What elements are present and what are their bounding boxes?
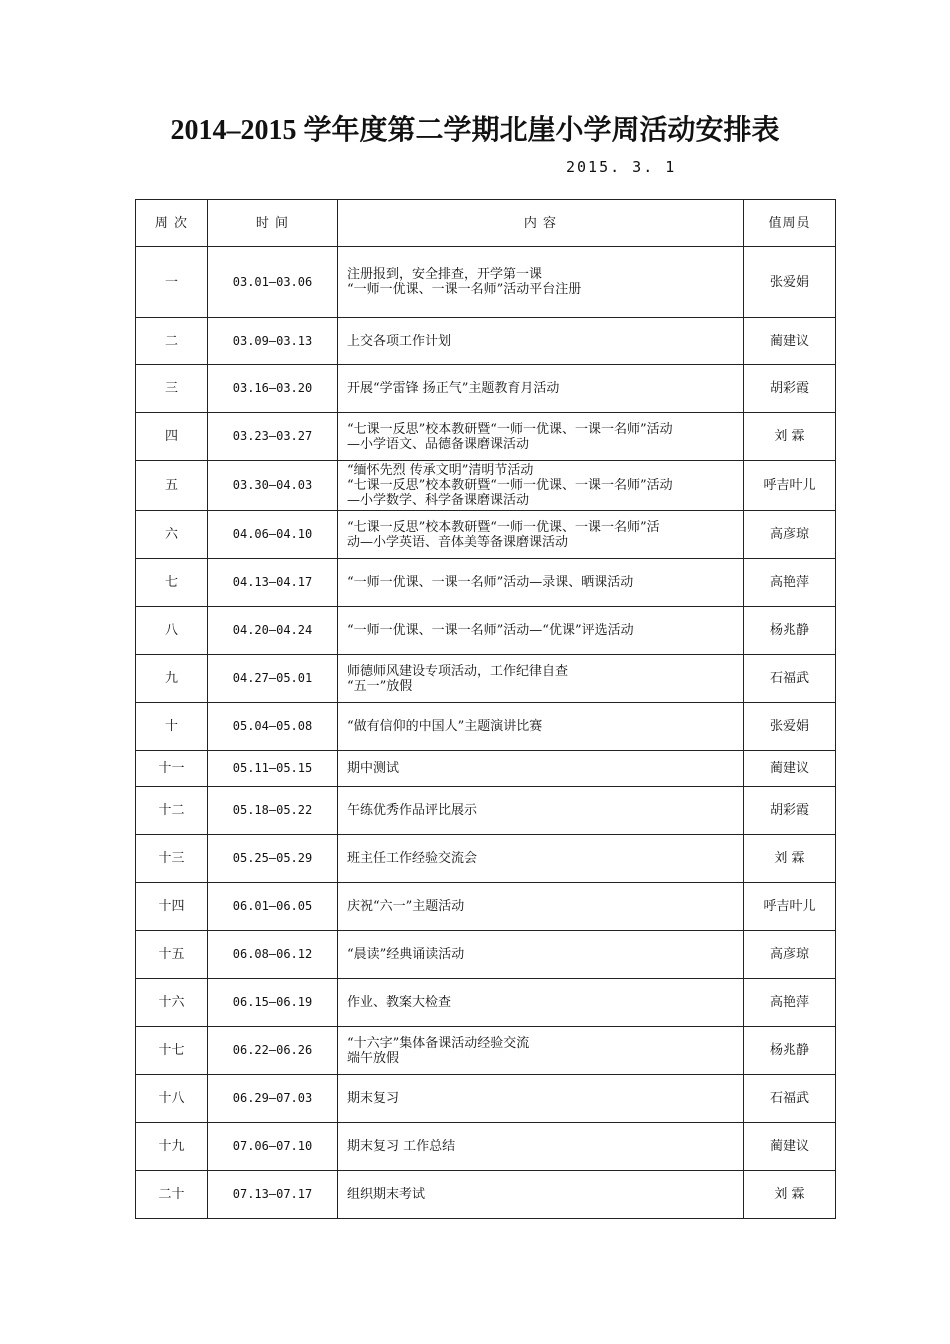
content-cell xyxy=(338,655,744,703)
week-cell: 七 xyxy=(136,559,208,607)
header-week: 周 次 xyxy=(136,200,208,247)
content-cell xyxy=(338,1123,744,1171)
content-cell xyxy=(338,511,744,559)
content-line: 组织期末考试 xyxy=(347,1187,426,1202)
header-time: 时 间 xyxy=(208,200,338,247)
document-date: 2015. 3. 1 xyxy=(566,158,677,176)
content-line: —小学数学、科学备课磨课活动 xyxy=(347,493,530,508)
content-cell xyxy=(338,559,744,607)
table-row xyxy=(136,979,836,1027)
content-cell xyxy=(338,931,744,979)
time-cell: 06.08—06.12 xyxy=(208,931,338,979)
content-line: “七课一反思”校本教研暨“一师一优课、一课一名师”活 xyxy=(347,519,660,535)
content-line: 师德师风建设专项活动，工作纪律自查 xyxy=(347,663,569,679)
time-cell: 05.25—05.29 xyxy=(208,835,338,883)
duty-cell: 高彦琼 xyxy=(744,511,836,559)
time-cell: 05.04—05.08 xyxy=(208,703,338,751)
page-title: 2014–2015 学年度第二学期北崖小学周活动安排表 xyxy=(170,115,780,146)
duty-cell: 刘 霖 xyxy=(744,835,836,883)
content-cell xyxy=(338,607,744,655)
content-cell xyxy=(338,413,744,461)
table-row xyxy=(136,931,836,979)
week-cell: 四 xyxy=(136,413,208,461)
content-cell xyxy=(338,247,744,318)
content-cell xyxy=(338,703,744,751)
duty-cell: 刘 霖 xyxy=(744,413,836,461)
content-cell xyxy=(338,461,744,511)
content-line: 注册报到，安全排查，开学第一课 xyxy=(347,267,543,282)
duty-cell: 高艳萍 xyxy=(744,979,836,1027)
schedule-body xyxy=(136,247,836,1219)
time-cell: 06.01—06.05 xyxy=(208,883,338,931)
time-cell: 04.13—04.17 xyxy=(208,559,338,607)
table-row xyxy=(136,1123,836,1171)
time-cell: 03.30—04.03 xyxy=(208,461,338,511)
content-cell xyxy=(338,883,744,931)
time-cell: 04.20—04.24 xyxy=(208,607,338,655)
header-duty: 值周员 xyxy=(744,200,836,247)
week-cell: 三 xyxy=(136,365,208,413)
content-line: “五一”放假 xyxy=(347,678,413,694)
content-cell xyxy=(338,365,744,413)
week-cell: 二十 xyxy=(136,1171,208,1219)
duty-cell: 刘 霖 xyxy=(744,1171,836,1219)
time-cell: 04.06—04.10 xyxy=(208,511,338,559)
time-cell: 05.18—05.22 xyxy=(208,787,338,835)
table-row xyxy=(136,559,836,607)
duty-cell: 胡彩霞 xyxy=(744,365,836,413)
content-line: 端午放假 xyxy=(347,1050,400,1066)
table-row xyxy=(136,1075,836,1123)
time-cell: 06.15—06.19 xyxy=(208,979,338,1027)
duty-cell: 石福武 xyxy=(744,1075,836,1123)
duty-cell: 蔺建议 xyxy=(744,751,836,787)
table-row xyxy=(136,461,836,511)
table-row xyxy=(136,703,836,751)
week-cell: 十 xyxy=(136,703,208,751)
duty-cell: 石福武 xyxy=(744,655,836,703)
week-cell: 九 xyxy=(136,655,208,703)
duty-cell: 高艳萍 xyxy=(744,559,836,607)
content-line: 班主任工作经验交流会 xyxy=(347,851,478,866)
schedule-table xyxy=(135,199,836,1219)
content-line: “七课一反思”校本教研暨“一师一优课、一课一名师”活动 xyxy=(347,421,673,437)
content-line: 期末复习 工作总结 xyxy=(347,1139,456,1154)
week-cell: 十二 xyxy=(136,787,208,835)
duty-cell: 高彦琼 xyxy=(744,931,836,979)
table-row xyxy=(136,835,836,883)
week-cell: 十一 xyxy=(136,751,208,787)
week-cell: 十四 xyxy=(136,883,208,931)
content-line: “一师一优课、一课一名师”活动平台注册 xyxy=(347,282,582,297)
content-cell xyxy=(338,1027,744,1075)
duty-cell: 呼吉叶儿 xyxy=(744,461,836,511)
table-row xyxy=(136,607,836,655)
duty-cell: 张爱娟 xyxy=(744,703,836,751)
header-row xyxy=(136,200,836,247)
table-row xyxy=(136,1171,836,1219)
table-row xyxy=(136,751,836,787)
time-cell: 07.06—07.10 xyxy=(208,1123,338,1171)
duty-cell: 张爱娟 xyxy=(744,247,836,318)
content-cell xyxy=(338,1075,744,1123)
table-row xyxy=(136,413,836,461)
table-row xyxy=(136,787,836,835)
duty-cell: 呼吉叶儿 xyxy=(744,883,836,931)
table-row xyxy=(136,655,836,703)
content-cell xyxy=(338,835,744,883)
content-cell xyxy=(338,1171,744,1219)
duty-cell: 杨兆静 xyxy=(744,1027,836,1075)
time-cell: 06.22—06.26 xyxy=(208,1027,338,1075)
table-row xyxy=(136,318,836,365)
week-cell: 一 xyxy=(136,247,208,318)
time-cell: 05.11—05.15 xyxy=(208,751,338,787)
content-line: 上交各项工作计划 xyxy=(347,333,452,349)
content-cell xyxy=(338,751,744,787)
week-cell: 六 xyxy=(136,511,208,559)
content-line: “缅怀先烈 传承文明”清明节活动 xyxy=(347,463,534,478)
header-content: 内 容 xyxy=(338,200,744,247)
time-cell: 04.27—05.01 xyxy=(208,655,338,703)
table-row xyxy=(136,247,836,318)
week-cell: 十六 xyxy=(136,979,208,1027)
time-cell: 03.16—03.20 xyxy=(208,365,338,413)
week-cell: 八 xyxy=(136,607,208,655)
duty-cell: 蔺建议 xyxy=(744,318,836,365)
week-cell: 五 xyxy=(136,461,208,511)
table-row xyxy=(136,1027,836,1075)
table-row xyxy=(136,883,836,931)
time-cell: 03.09—03.13 xyxy=(208,318,338,365)
time-cell: 03.23—03.27 xyxy=(208,413,338,461)
content-cell xyxy=(338,787,744,835)
content-line: “十六字”集体备课活动经验交流 xyxy=(347,1035,530,1051)
content-line: 期中测试 xyxy=(347,761,400,776)
content-line: “一师一优课、一课一名师”活动—“优课”评选活动 xyxy=(347,623,634,638)
content-line: 庆祝“六一”主题活动 xyxy=(347,899,465,914)
week-cell: 十五 xyxy=(136,931,208,979)
duty-cell: 胡彩霞 xyxy=(744,787,836,835)
time-cell: 06.29—07.03 xyxy=(208,1075,338,1123)
content-line: “一师一优课、一课一名师”活动—录课、晒课活动 xyxy=(347,575,634,590)
content-line: 午练优秀作品评比展示 xyxy=(347,803,478,818)
content-line: “做有信仰的中国人”主题演讲比赛 xyxy=(347,719,543,734)
content-cell xyxy=(338,979,744,1027)
content-line: “晨读”经典诵读活动 xyxy=(347,947,465,962)
content-line: “七课一反思”校本教研暨“一师一优课、一课一名师”活动 xyxy=(347,478,673,493)
content-line: 期末复习 xyxy=(347,1091,400,1106)
time-cell: 07.13—07.17 xyxy=(208,1171,338,1219)
week-cell: 十九 xyxy=(136,1123,208,1171)
content-line: 开展“学雷锋 扬正气”主题教育月活动 xyxy=(347,381,560,396)
week-cell: 十七 xyxy=(136,1027,208,1075)
duty-cell: 杨兆静 xyxy=(744,607,836,655)
table-row xyxy=(136,365,836,413)
content-cell xyxy=(338,318,744,365)
content-line: —小学语文、品德备课磨课活动 xyxy=(347,436,530,452)
time-cell: 03.01—03.06 xyxy=(208,247,338,318)
content-line: 动—小学英语、音体美等备课磨课活动 xyxy=(347,534,569,550)
week-cell: 二 xyxy=(136,318,208,365)
week-cell: 十八 xyxy=(136,1075,208,1123)
duty-cell: 蔺建议 xyxy=(744,1123,836,1171)
content-line: 作业、教案大检查 xyxy=(347,995,452,1010)
week-cell: 十三 xyxy=(136,835,208,883)
table-row xyxy=(136,511,836,559)
